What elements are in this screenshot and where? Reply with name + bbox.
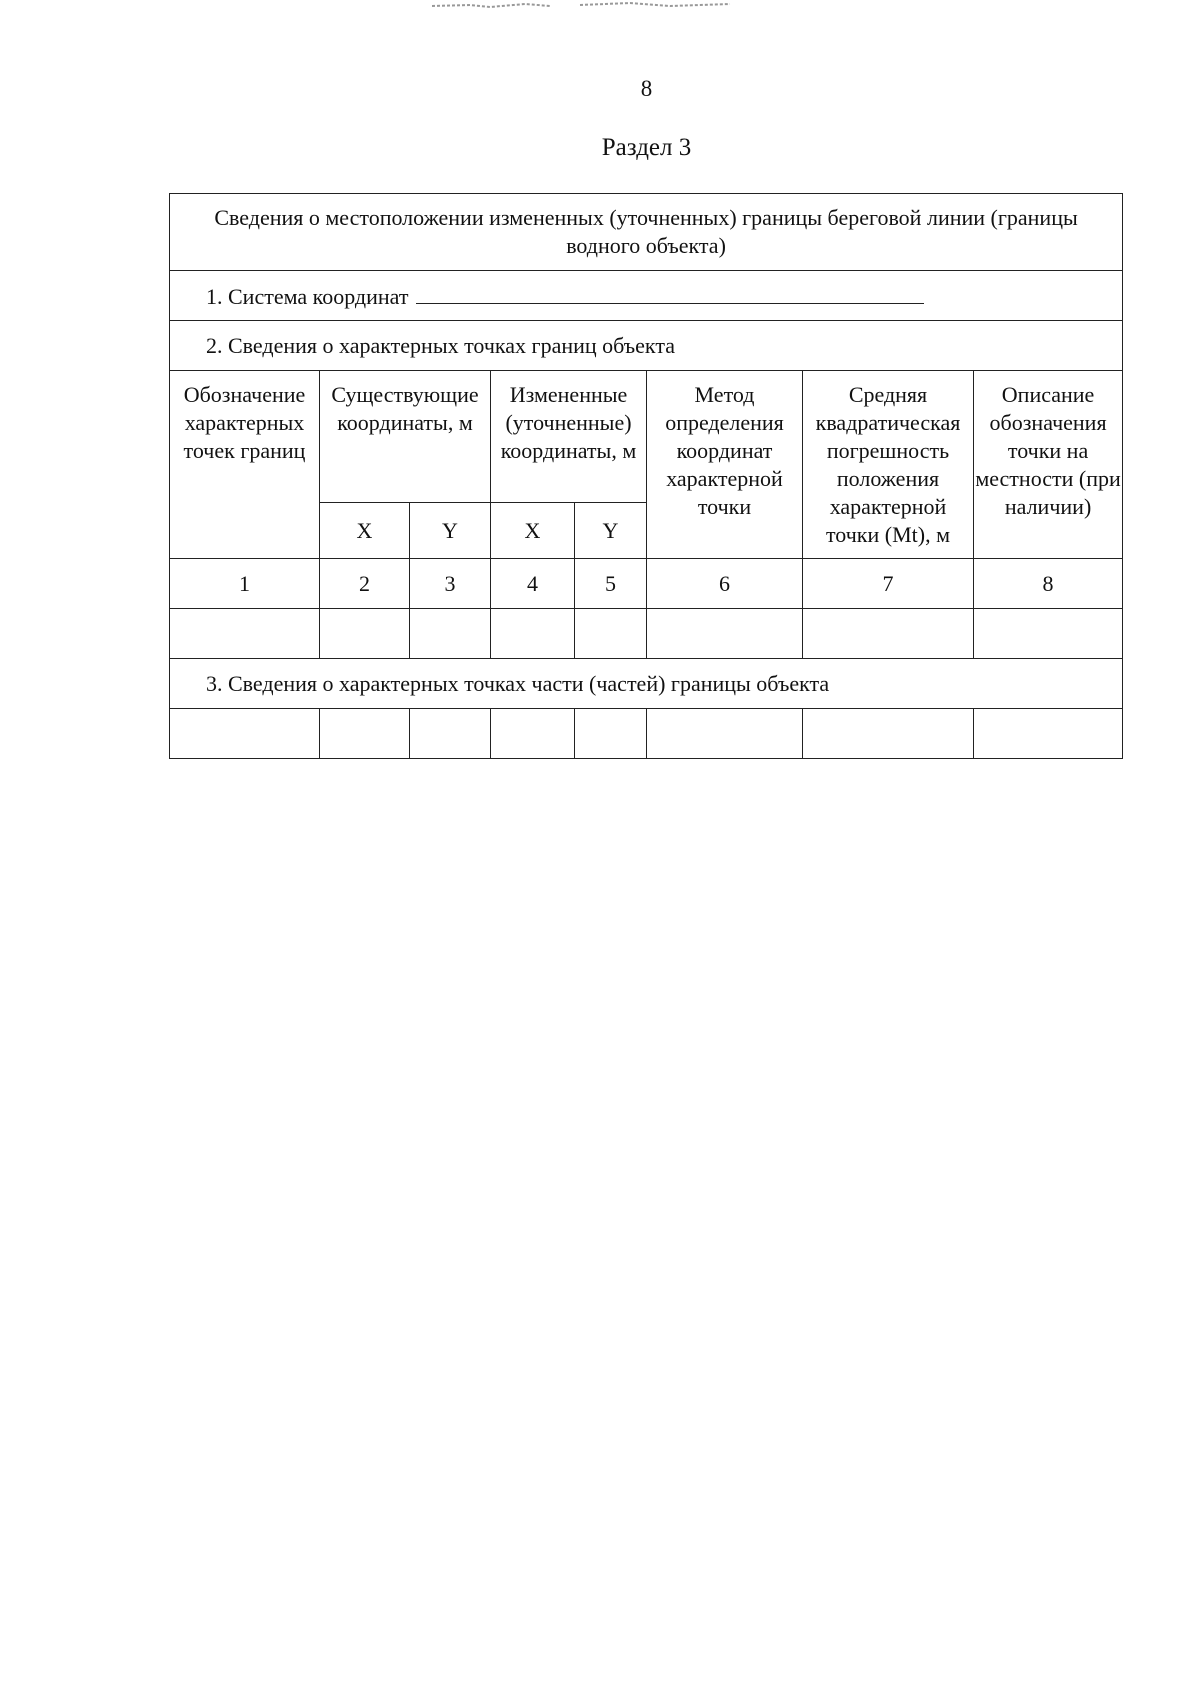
col-number: 6: [647, 559, 803, 609]
col-number: 7: [803, 559, 974, 609]
col-number: 2: [320, 559, 410, 609]
col-existing-x: X: [320, 503, 410, 559]
table-row: [170, 709, 1123, 759]
empty-cell[interactable]: [803, 609, 974, 659]
empty-cell[interactable]: [575, 709, 647, 759]
col-number: 5: [575, 559, 647, 609]
empty-cell[interactable]: [320, 709, 410, 759]
col-changed-x: X: [491, 503, 575, 559]
section-title: Раздел 3: [601, 134, 692, 161]
empty-cell[interactable]: [647, 709, 803, 759]
empty-cell[interactable]: [647, 609, 803, 659]
col-point-designation: Обозначение характерных точек границ: [170, 371, 320, 559]
empty-cell[interactable]: [575, 609, 647, 659]
table-heading: Сведения о местоположении измененных (уточненных) границы береговой линии (границы водного объекта): [170, 194, 1123, 271]
empty-cell[interactable]: [170, 609, 320, 659]
col-mean-error: Средняя квадратическая погрешность положения характерной точки (Mt), м: [803, 371, 974, 559]
table-row: [170, 609, 1123, 659]
empty-cell[interactable]: [320, 609, 410, 659]
col-number: 8: [974, 559, 1123, 609]
col-number: 3: [410, 559, 491, 609]
coordinate-system-label: 1. Система координат: [206, 283, 409, 309]
col-method: Метод определения координат характерной точки: [647, 371, 803, 559]
empty-cell[interactable]: [170, 709, 320, 759]
coordinate-system-field[interactable]: [416, 281, 924, 304]
col-existing-y: Y: [410, 503, 491, 559]
empty-cell[interactable]: [410, 709, 491, 759]
empty-cell[interactable]: [803, 709, 974, 759]
col-changed-coords: Измененные (уточненные) координаты, м: [491, 371, 647, 503]
boundary-parts-label: 3. Сведения о характерных точках части (частей) границы объекта: [170, 659, 1123, 709]
col-changed-y: Y: [575, 503, 647, 559]
col-number: 4: [491, 559, 575, 609]
empty-cell[interactable]: [491, 609, 575, 659]
empty-cell[interactable]: [974, 609, 1123, 659]
empty-cell[interactable]: [491, 709, 575, 759]
empty-cell[interactable]: [974, 709, 1123, 759]
scan-artifact: [430, 0, 740, 12]
col-number: 1: [170, 559, 320, 609]
coordinates-table: [169, 193, 1123, 759]
boundary-points-label: 2. Сведения о характерных точках границ объекта: [170, 321, 1123, 371]
col-description: Описание обозначения точки на местности (при наличии): [974, 371, 1123, 559]
col-existing-coords: Существующие координаты, м: [320, 371, 491, 503]
coordinate-system-row: [170, 271, 1123, 321]
page-number: 8: [640, 76, 653, 101]
empty-cell[interactable]: [410, 609, 491, 659]
